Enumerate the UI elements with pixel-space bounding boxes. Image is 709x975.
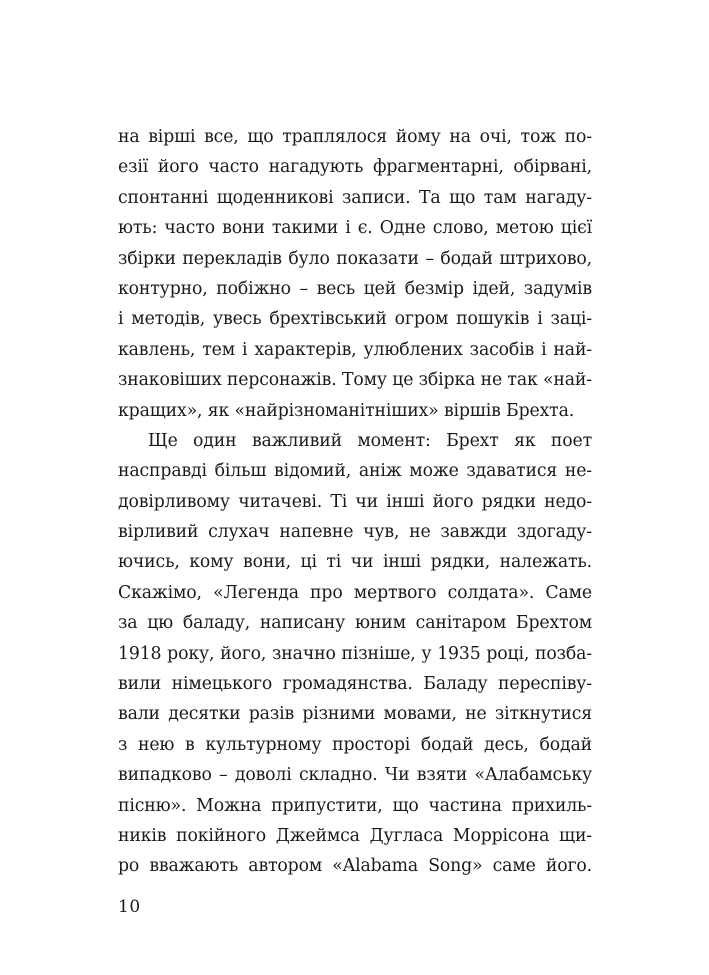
text-line: з нею в культурному просторі бодай десь, бодай <box>118 734 592 755</box>
text-line: вали десятки разів різними мовами, не зіткнутися <box>118 704 592 725</box>
text-line: ро вважають автором «Alabama Song» саме його. <box>118 856 592 877</box>
text-line: вили німецького громадянства. Баладу переспіву- <box>118 674 592 695</box>
text-line: на вірші все, що траплялося йому на очі, тож по- <box>118 127 592 147</box>
text-line: кавлень, тем і характерів, улюблених засобів і най- <box>118 339 592 360</box>
text-line: контурно, побіжно – весь цей безмір ідей, задумів <box>118 278 592 299</box>
text-line: Скажімо, «Легенда про мертвого солдата». Саме <box>118 582 592 603</box>
text-line: 1918 року, його, значно пізніше, у 1935 році, позба- <box>118 643 592 664</box>
text-line: ючись, кому вони, ці ті чи інші рядки, належать. <box>118 552 592 573</box>
text-line: насправді більш відомий, аніж може здаватися не- <box>118 461 592 482</box>
text-line: за цю баладу, написану юним санітаром Брехтом <box>118 613 592 634</box>
text-line: випадково – доволі складно. Чи взяти «Алабамську <box>118 765 592 786</box>
paragraph-start-line: Ще один важливий момент: Брехт як поет <box>148 430 592 451</box>
text-line: вірливий слухач напевне чув, не завжди здогаду- <box>118 522 592 543</box>
body-text <box>118 122 592 882</box>
text-line: довірливому читачеві. Ті чи інші його рядки недо- <box>118 491 592 512</box>
text-line: знаковіших персонажів. Тому це збірка не так «най- <box>118 370 592 391</box>
text-line: ють: часто вони такими і є. Одне слово, метою цієї <box>118 218 592 239</box>
text-line: езії його часто нагадують фрагментарні, обірвані, <box>118 157 592 178</box>
text-line: ників покійного Джеймса Дугласа Моррісона щи- <box>118 825 592 846</box>
text-line: збірки перекладів було показати – бодай штрихово, <box>118 248 592 269</box>
page-number: 10 <box>118 897 141 917</box>
text-line: спонтанні щоденникові записи. Та що там нагаду- <box>118 187 592 208</box>
text-line: і методів, увесь брехтівський огром пошуків і заці- <box>118 309 592 330</box>
text-line: пісню». Можна припустити, що частина прихиль- <box>118 795 592 816</box>
paragraph-end-line: кращих», як «найрізноманітніших» віршів Брехта. <box>118 400 575 421</box>
